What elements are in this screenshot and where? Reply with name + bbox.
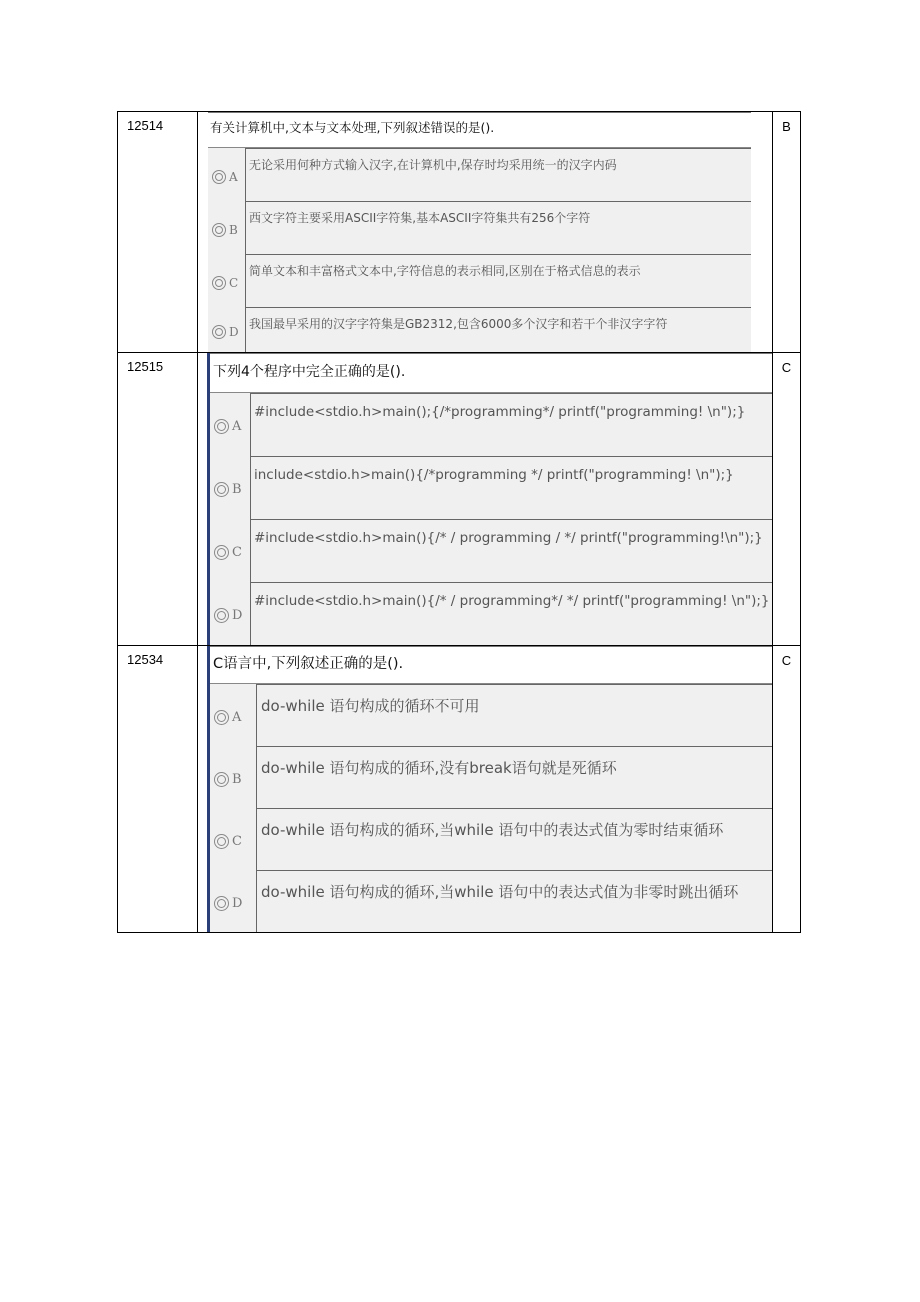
- answer-cell: B: [773, 112, 801, 353]
- option-text: do-while 语句构成的循环不可用: [256, 684, 772, 746]
- option-text: 无论采用何种方式输入汉字,在计算机中,保存时均采用统一的汉字内码: [245, 148, 751, 201]
- option-row-c[interactable]: [208, 254, 751, 307]
- radio-circle-icon: [214, 834, 229, 849]
- radio-circle-icon: [214, 710, 229, 725]
- option-text: #include<stdio.h>main();{/*programming*/ printf("programming! \n");}: [250, 393, 772, 456]
- radio-circle-icon: [212, 325, 226, 339]
- table-row: [118, 646, 801, 933]
- radio-option-b[interactable]: B: [212, 222, 238, 237]
- question-cell: [198, 353, 773, 646]
- option-text: #include<stdio.h>main(){/* / programming*/ */ printf("programming! \n");}: [250, 582, 772, 645]
- radio-option-d[interactable]: D: [214, 896, 242, 911]
- option-row-a[interactable]: [210, 393, 772, 456]
- radio-circle-icon: [214, 545, 229, 560]
- question-box: [208, 112, 751, 352]
- option-text: 简单文本和丰富格式文本中,字符信息的表示相同,区别在于格式信息的表示: [245, 254, 751, 307]
- option-row-d[interactable]: [208, 307, 751, 352]
- question-text: 下列4个程序中完全正确的是().: [210, 353, 772, 393]
- option-text: 我国最早采用的汉字字符集是GB2312,包含6000多个汉字和若干个非汉字字符: [245, 307, 751, 352]
- option-row-c[interactable]: [210, 808, 772, 870]
- option-text: do-while 语句构成的循环,没有break语句就是死循环: [256, 746, 772, 808]
- option-text: 西文字符主要采用ASCII字符集,基本ASCII字符集共有256个字符: [245, 201, 751, 254]
- radio-option-b[interactable]: B: [214, 772, 242, 787]
- radio-circle-icon: [212, 170, 226, 184]
- radio-circle-icon: [214, 896, 229, 911]
- option-row-b[interactable]: [208, 201, 751, 254]
- radio-circle-icon: [214, 772, 229, 787]
- option-row-a[interactable]: [210, 684, 772, 746]
- question-box: [207, 353, 772, 645]
- question-cell: [198, 112, 773, 353]
- option-row-b[interactable]: [210, 746, 772, 808]
- question-table: [117, 111, 801, 933]
- question-id: 12514: [118, 112, 198, 353]
- radio-circle-icon: [212, 223, 226, 237]
- answer-cell: C: [773, 646, 801, 933]
- option-text: include<stdio.h>main(){/*programming */ printf("programming! \n");}: [250, 456, 772, 519]
- radio-option-d[interactable]: D: [214, 608, 242, 623]
- table-row: [118, 353, 801, 646]
- question-sheet: [117, 111, 790, 933]
- option-row-a[interactable]: [208, 148, 751, 201]
- option-text: do-while 语句构成的循环,当while 语句中的表达式值为零时结束循环: [256, 808, 772, 870]
- table-row: [118, 112, 801, 353]
- question-cell: [198, 646, 773, 933]
- radio-option-a[interactable]: A: [214, 419, 241, 434]
- answer-cell: C: [773, 353, 801, 646]
- radio-option-b[interactable]: B: [214, 482, 242, 497]
- radio-circle-icon: [212, 276, 226, 290]
- radio-option-d[interactable]: D: [212, 324, 239, 339]
- option-text: do-while 语句构成的循环,当while 语句中的表达式值为非零时跳出循环: [256, 870, 772, 932]
- radio-circle-icon: [214, 482, 229, 497]
- question-id: 12534: [118, 646, 198, 933]
- radio-option-a[interactable]: A: [214, 710, 241, 725]
- question-text: 有关计算机中,文本与文本处理,下列叙述错误的是().: [208, 112, 751, 148]
- option-row-c[interactable]: [210, 519, 772, 582]
- radio-option-a[interactable]: A: [212, 169, 238, 184]
- option-row-d[interactable]: [210, 870, 772, 932]
- radio-option-c[interactable]: C: [212, 275, 238, 290]
- option-text: #include<stdio.h>main(){/* / programming / */ printf("programming!\n");}: [250, 519, 772, 582]
- radio-option-c[interactable]: C: [214, 545, 242, 560]
- option-row-b[interactable]: [210, 456, 772, 519]
- radio-option-c[interactable]: C: [214, 834, 242, 849]
- option-row-d[interactable]: [210, 582, 772, 645]
- question-text: C语言中,下列叙述正确的是().: [210, 646, 772, 684]
- radio-circle-icon: [214, 608, 229, 623]
- question-box: [207, 646, 772, 932]
- question-id: 12515: [118, 353, 198, 646]
- radio-circle-icon: [214, 419, 229, 434]
